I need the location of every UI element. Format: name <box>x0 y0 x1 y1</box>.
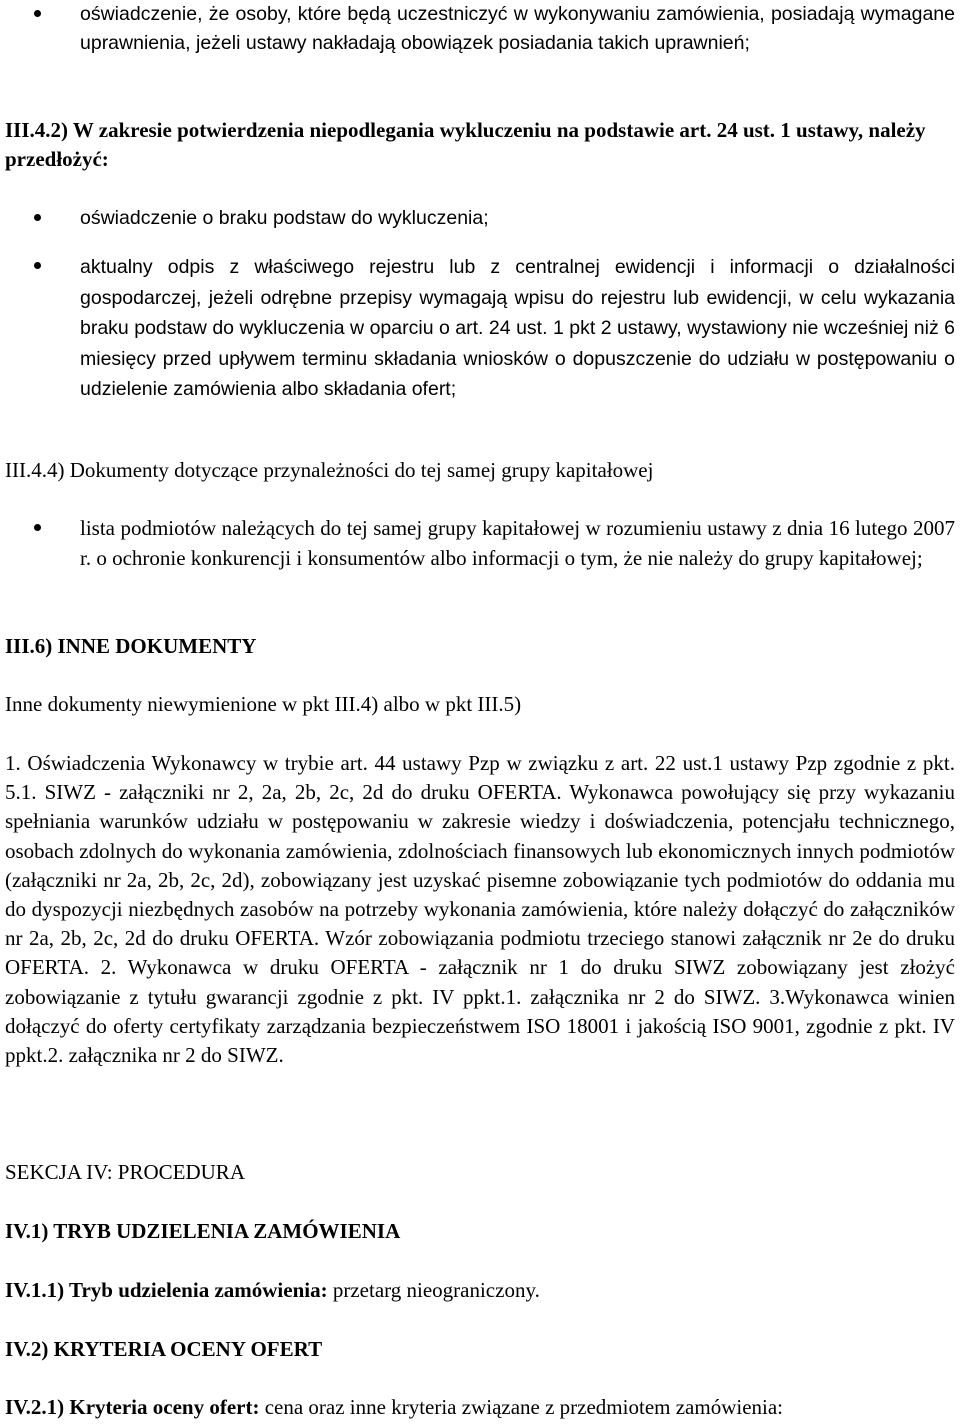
paragraph: 1. Oświadczenia Wykonawcy w trybie art. 44 ustawy Pzp w związku z art. 22 ust.1 ustawy Pzp zgodnie z pkt. 5.1. SIWZ - załączniki nr 2, 2a, 2b, 2c, 2d do druku OFERTA. Wykonawca powołujący się przy wykazaniu spełniania warunków udziału w postępowaniu w zakresie wiedzy i doświadczenia, potencjału technicznego, osobach zdolnych do wykonania zamówienia, zdolnościach finansowych lub ekonomicznych innych podmiotów (załączniki nr 2a, 2b, 2c, 2d), zobowiązany jest uzyskać pisemne zobowiązanie tych podmiotów do oddania mu do dyspozycji niezbędnych zasobów na potrzeby wykonania zamówienia, które należy dołączyć do załączników nr 2a, 2b, 2c, 2d do druku OFERTA. Wzór zobowiązania podmiotu trzeciego stanowi załącznik nr 2e do druku OFERTA. 2. Wykonawca w druku OFERTA - załącznik nr 1 do druku SIWZ zobowiązany jest złożyć zobowiązanie z tytułu gwarancji zgodnie z pkt. IV ppkt.1. załącznika nr 2 do SIWZ. 3.Wykonawca winien dołączyć do oferty certyfikaty zarządzania bezpieczeństwem ISO 18001 i jakością ISO 9001, zgodnie z pkt. IV ppkt.2. załącznika nr 2 do SIWZ. <box>5 751 955 1068</box>
field-line <box>5 1393 955 1422</box>
section-heading: IV.2) KRYTERIA OCENY OFERT <box>5 1337 323 1361</box>
field-line <box>5 1276 955 1305</box>
bullet-item <box>5 204 955 233</box>
field-value: cena oraz inne kryteria związane z przedmiotem zamówienia: <box>259 1395 784 1419</box>
bullet-text: lista podmiotów należących do tej samej grupy kapitałowej w rozumieniu ustawy z dnia 16 lutego 2007 r. o ochronie konkurencji i konsumentów albo informacji o tym, że nie należy do grupy kapitałowej; <box>80 516 955 570</box>
bullet-item <box>5 0 955 58</box>
paragraph: Inne dokumenty niewymienione w pkt III.4) albo w pkt III.5) <box>5 692 522 716</box>
section-heading: III.6) INNE DOKUMENTY <box>5 634 257 658</box>
section-heading: III.4.4) Dokumenty dotyczące przynależności do tej samej grupy kapitałowej <box>5 458 654 482</box>
field-label: IV.2.1) Kryteria oceny ofert: <box>5 1395 260 1419</box>
bullet-text: oświadczenie o braku podstaw do wykluczenia; <box>80 207 489 229</box>
bullet-item <box>5 513 955 573</box>
section-heading: III.4.2) W zakresie potwierdzenia niepodlegania wykluczeniu na podstawie art. 24 ust. 1 ustawy, należy przedłożyć: <box>5 118 926 171</box>
field-value: przetarg nieograniczony. <box>327 1278 540 1302</box>
bullet-item <box>5 252 955 405</box>
bullet-text: aktualny odpis z właściwego rejestru lub z centralnej ewidencji i informacji o działalności gospodarczej, jeżeli odrębne przepisy wymagają wpisu do rejestru lub ewidencji, w celu wykazania braku podstaw do wykluczenia w oparciu o art. 24 ust. 1 pkt 2 ustawy, wystawiony nie wcześniej niż 6 miesięcy przed upływem terminu składania wniosków o dopuszczenie do udziału w postępowaniu o udzielenie zamówienia albo składania ofert; <box>80 256 955 400</box>
section-title: SEKCJA IV: PROCEDURA <box>5 1160 245 1184</box>
bullet-text: oświadczenie, że osoby, które będą uczestniczyć w wykonywaniu zamówienia, posiadają wymagane uprawnienia, jeżeli ustawy nakładają obowiązek posiadania takich uprawnień; <box>80 3 955 54</box>
field-label: IV.1.1) Tryb udzielenia zamówienia: <box>5 1278 328 1302</box>
section-heading: IV.1) TRYB UDZIELENIA ZAMÓWIENIA <box>5 1219 401 1243</box>
